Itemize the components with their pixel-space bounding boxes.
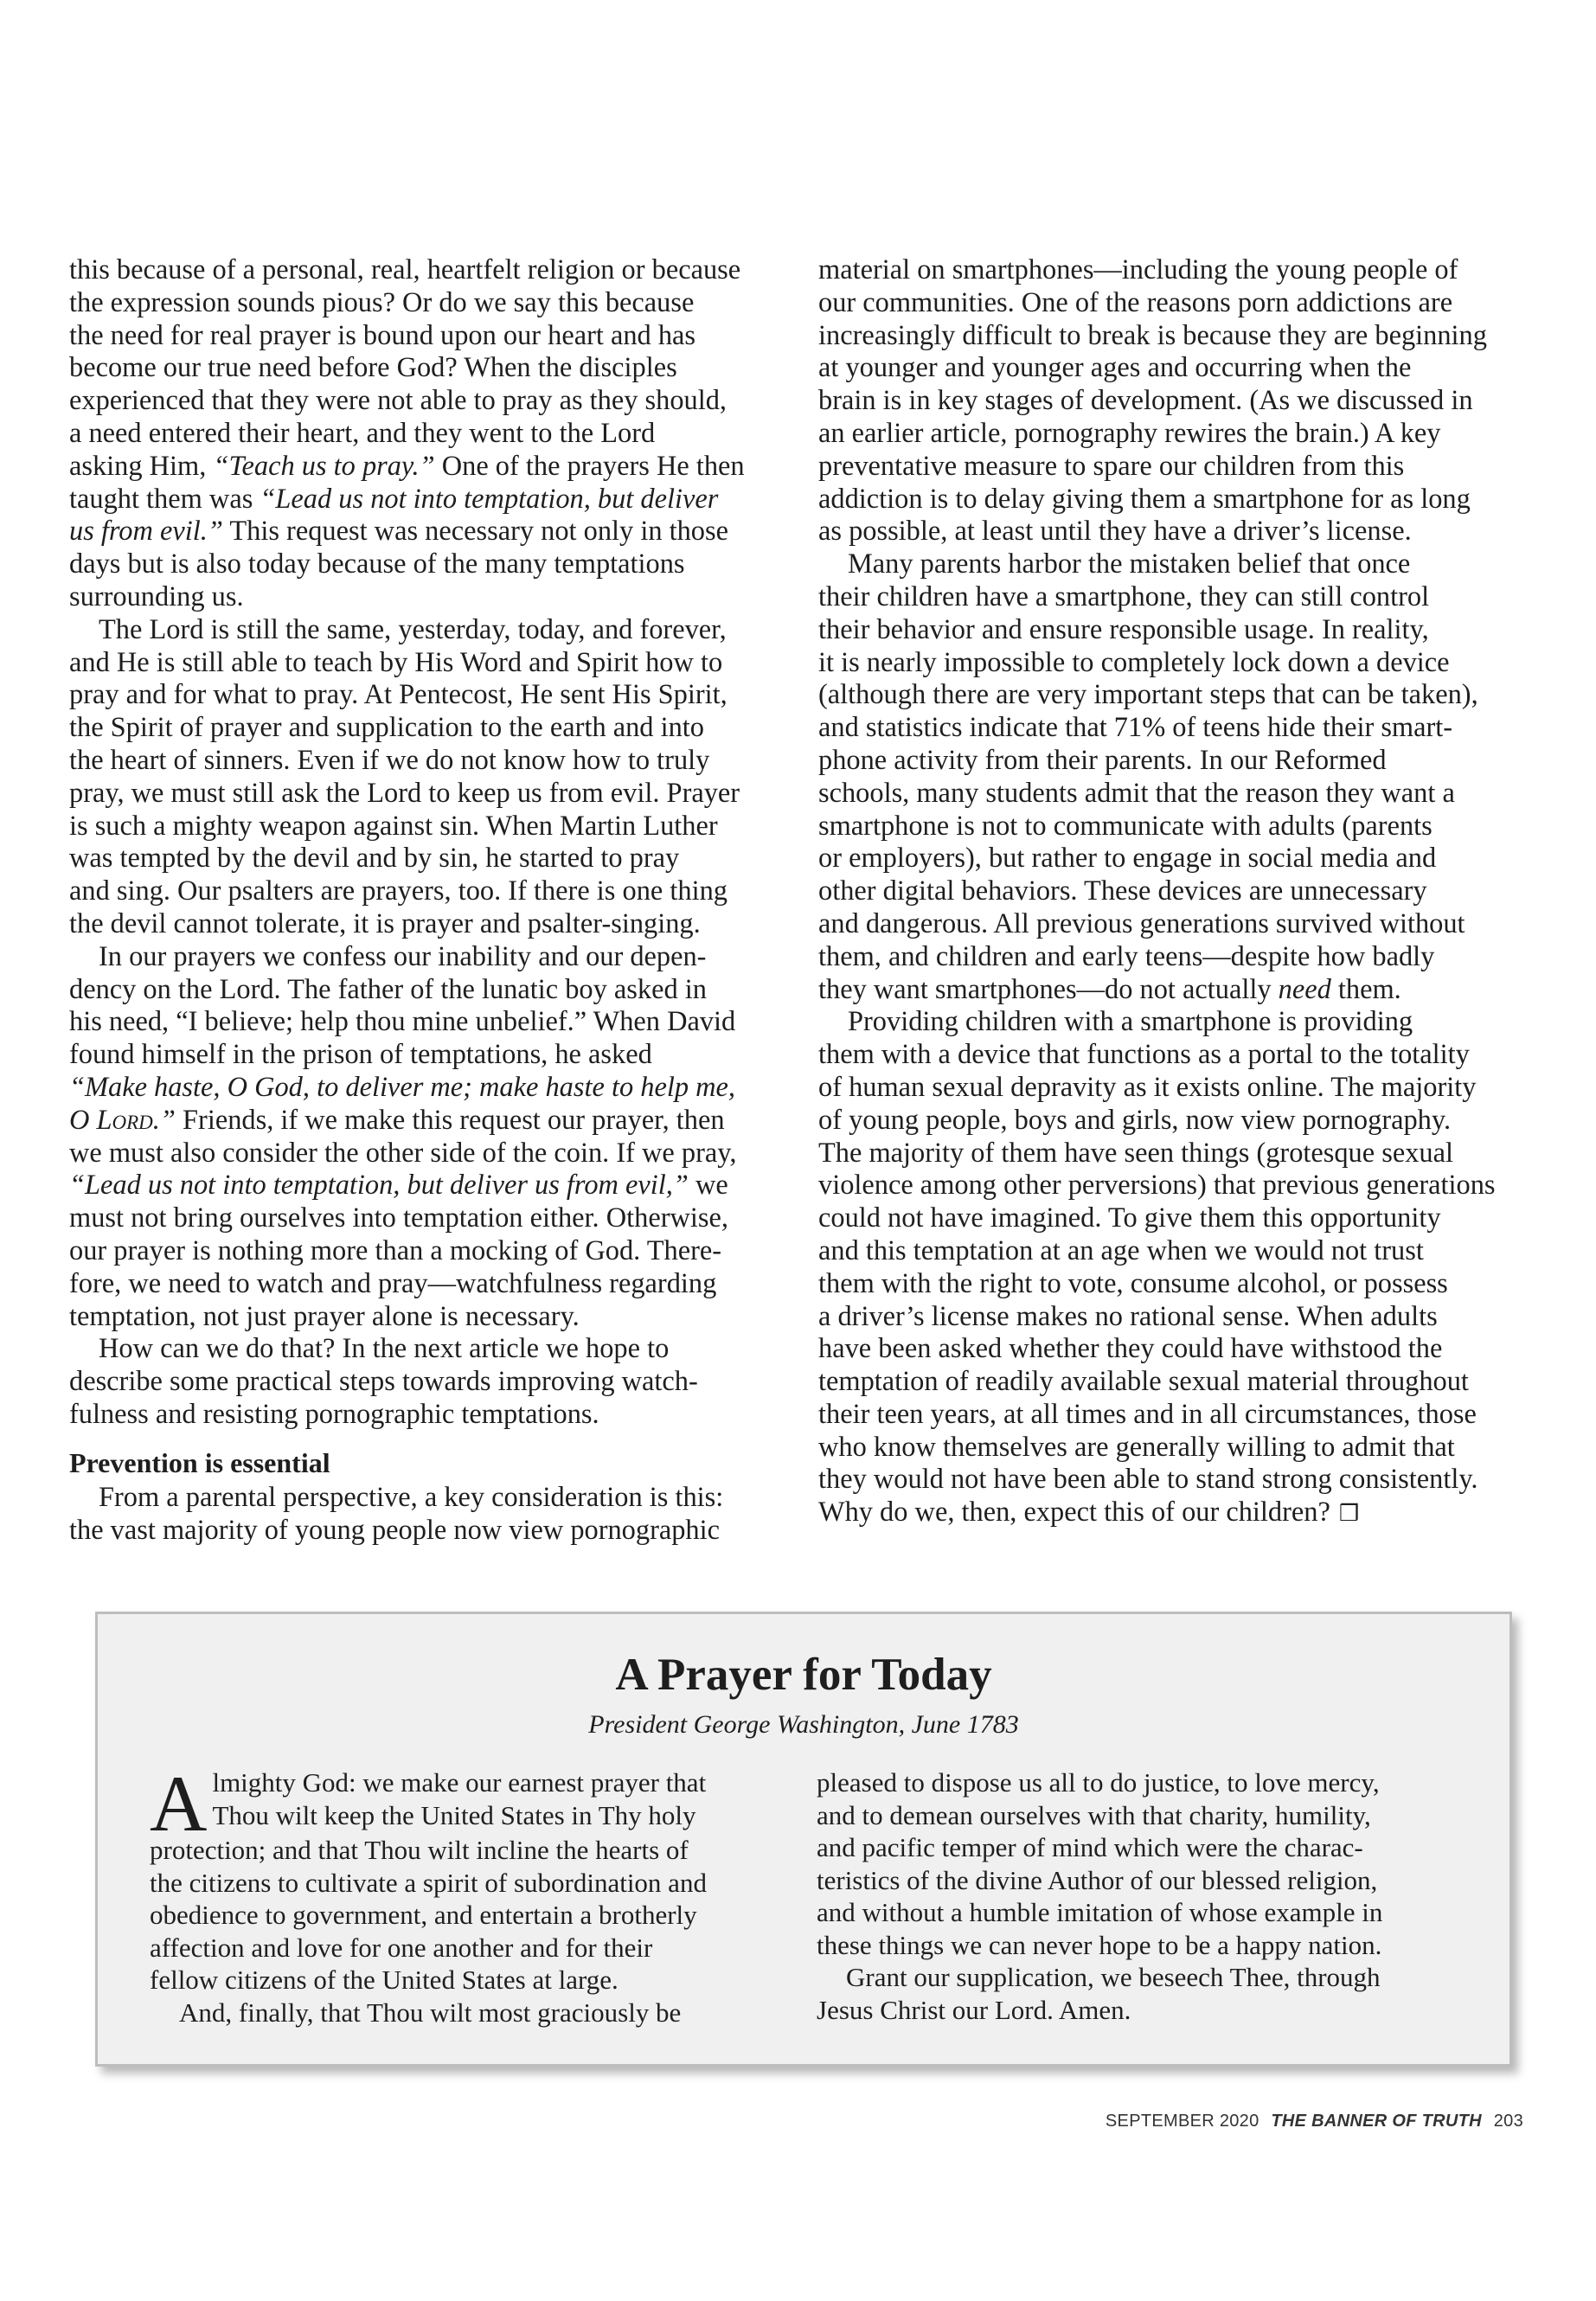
text-line: O Lord.” Friends, if we make this request our prayer, then — [69, 1104, 725, 1136]
text-line: asking Him, “Teach us to pray.” One of the prayers He then — [69, 450, 745, 482]
text-line: must not bring ourselves into temptation either. Otherwise, — [69, 1202, 728, 1234]
text-line: could not have imagined. To give them this opportunity — [818, 1202, 1441, 1234]
text-line: and this temptation at an age when we would not trust — [818, 1234, 1424, 1266]
text-line: smartphone is not to communicate with adults (parents — [818, 810, 1433, 842]
text-line: In our prayers we confess our inability and our depen- — [99, 940, 707, 972]
page-number: 203 — [1493, 2112, 1523, 2131]
article-left-column — [69, 254, 787, 1548]
prayer-title: A Prayer for Today — [615, 1650, 992, 1700]
text-line: phone activity from their parents. In our Reformed — [818, 744, 1387, 776]
text-line: our prayer is nothing more than a mocking of God. There- — [69, 1234, 722, 1266]
text-line: their children have a smartphone, they can still control — [818, 580, 1430, 612]
text-line: fore, we need to watch and pray—watchfulness regarding — [69, 1267, 717, 1299]
text-line: the Spirit of prayer and supplication to the earth and into — [69, 712, 704, 744]
text-line: Grant our supplication, we beseech Thee, through — [846, 1962, 1381, 1992]
text-line: affection and love for one another and for their — [150, 1932, 653, 1963]
text-line: and pacific temper of mind which were the charac- — [817, 1832, 1363, 1862]
text-line: and dangerous. All previous generations survived without — [818, 907, 1465, 939]
text-line: material on smartphones—including the young people of — [818, 254, 1458, 285]
text-line: The Lord is still the same, yesterday, today, and forever, — [99, 613, 727, 645]
text-line: pleased to dispose us all to do justice, to love mercy, — [817, 1767, 1380, 1798]
text-line: a driver’s license makes no rational sense. When adults — [818, 1300, 1438, 1332]
text-line: experienced that they were not able to pray as they should, — [69, 385, 727, 417]
text-line: describe some practical steps towards improving watch- — [69, 1366, 698, 1398]
text-line: and statistics indicate that 71% of teens hide their smart- — [818, 712, 1453, 744]
text-line: and without a humble imitation of whose example in — [817, 1897, 1383, 1927]
text-line: brain is in key stages of development. (As we discussed in — [818, 385, 1473, 417]
text-line: violence among other perversions) that previous generations — [818, 1170, 1496, 1202]
text-line: dency on the Lord. The father of the lunatic boy asked in — [69, 973, 707, 1005]
text-line: the vast majority of young people now view pornographic — [69, 1515, 721, 1547]
prayer-attribution: President George Washington, June 1783 — [588, 1710, 1019, 1739]
text-line: surrounding us. — [69, 580, 244, 612]
text-line: the heart of sinners. Even if we do not know how to truly — [69, 744, 710, 776]
text-line: of young people, boys and girls, now view pornography. — [818, 1104, 1452, 1136]
text-line: them with the right to vote, consume alcohol, or possess — [818, 1267, 1448, 1299]
text-line: increasingly difficult to break is because they are beginning — [818, 319, 1487, 351]
text-line: we must also consider the other side of the coin. If we pray, — [69, 1137, 737, 1169]
text-line: and sing. Our psalters are prayers, too. If there is one thing — [69, 875, 727, 907]
text-line: preventative measure to spare our children from this — [818, 450, 1405, 482]
text-line: is such a mighty weapon against sin. When Martin Luther — [69, 810, 718, 842]
text-line: they want smartphones—do not actually need them. — [818, 973, 1401, 1005]
issue-date: SEPTEMBER 2020 — [1105, 2112, 1259, 2131]
text-line: and He is still able to teach by His Word and Spirit how to — [69, 646, 723, 678]
text-line: this because of a personal, real, heartfelt religion or because — [69, 254, 741, 285]
text-line: fulness and resisting pornographic temptations. — [69, 1398, 599, 1430]
text-line: a need entered their heart, and they went to the Lord — [69, 417, 656, 449]
text-line: How can we do that? In the next article we hope to — [99, 1333, 670, 1365]
text-line: pray, we must still ask the Lord to keep us from evil. Prayer — [69, 777, 740, 809]
text-line: Providing children with a smartphone is providing — [848, 1006, 1413, 1038]
text-line: found himself in the prison of temptations, he asked — [69, 1039, 652, 1071]
text-line: them, and children and early teens—despite how badly — [818, 940, 1435, 972]
text-line: other digital behaviors. These devices are unnecessary — [818, 875, 1427, 907]
prayer-left-column — [150, 1759, 807, 2029]
text-line: schools, many students admit that the reason they want a — [818, 777, 1455, 809]
text-line: or employers), but rather to engage in social media and — [818, 843, 1437, 875]
text-line: the expression sounds pious? Or do we say this because — [69, 286, 695, 318]
text-line: their behavior and ensure responsible usage. In reality, — [818, 613, 1429, 645]
text-line: Thou wilt keep the United States in Thy holy — [212, 1799, 696, 1830]
text-line: “Lead us not into temptation, but deliver us from evil,” we — [69, 1170, 728, 1202]
text-line: the need for real prayer is bound upon our heart and has — [69, 319, 696, 351]
text-line: an earlier article, pornography rewires the brain.) A key — [818, 417, 1441, 449]
text-line: and to demean ourselves with that charity, humility, — [817, 1799, 1371, 1830]
text-line: our communities. One of the reasons porn addictions are — [818, 286, 1453, 318]
text-line: temptation of readily available sexual material throughout — [818, 1366, 1469, 1398]
text-line: have been asked whether they could have withstood the — [818, 1333, 1443, 1365]
text-line: From a parental perspective, a key consideration is this: — [99, 1482, 724, 1514]
text-line: the devil cannot tolerate, it is prayer and psalter-singing. — [69, 907, 701, 939]
text-line: Jesus Christ our Lord. Amen. — [817, 1994, 1131, 2025]
end-of-article-mark-icon: ❒ — [1338, 1501, 1360, 1528]
article-right-column — [818, 254, 1536, 1531]
text-line: his need, “I believe; help thou mine unbelief.” When David — [69, 1006, 736, 1038]
prayer-sidebar-box — [95, 1612, 1512, 2067]
prayer-right-column — [817, 1766, 1491, 2026]
text-line: us from evil.” This request was necessary not only in those — [69, 516, 728, 548]
text-line: these things we can never hope to be a happy nation. — [817, 1929, 1382, 1960]
text-line: fellow citizens of the United States at large. — [150, 1965, 619, 1995]
text-line: obedience to government, and entertain a brotherly — [150, 1900, 697, 1930]
text-line: their teen years, at all times and in all circumstances, those — [818, 1398, 1477, 1430]
text-line: who know themselves are generally willing to admit that — [818, 1431, 1455, 1463]
magazine-title: THE BANNER OF TRUTH — [1271, 2112, 1482, 2131]
text-line: teristics of the divine Author of our blessed religion, — [817, 1864, 1378, 1895]
text-line: become our true need before God? When the disciples — [69, 352, 677, 384]
text-line: pray and for what to pray. At Pentecost, He sent His Spirit, — [69, 679, 727, 711]
text-line: temptation, not just prayer alone is necessary. — [69, 1300, 580, 1332]
text-line: The majority of them have seen things (grotesque sexual — [818, 1137, 1453, 1169]
text-line: (although there are very important steps that can be taken), — [818, 679, 1478, 711]
text-line: taught them was “Lead us not into temptation, but deliver — [69, 483, 719, 515]
text-line: they would not have been able to stand strong consistently. — [818, 1464, 1478, 1496]
text-line: days but is also today because of the many temptations — [69, 548, 685, 580]
text-line: protection; and that Thou wilt incline the hearts of — [150, 1835, 689, 1865]
text-line: it is nearly impossible to completely lock down a device — [818, 646, 1450, 678]
text-line: Many parents harbor the mistaken belief that once — [848, 548, 1411, 580]
page-footer — [1106, 2112, 1523, 2131]
text-line: as possible, at least until they have a driver’s license. — [818, 516, 1412, 548]
text-line: Why do we, then, expect this of our children? ❒ — [818, 1497, 1360, 1529]
text-line: them with a device that functions as a portal to the totality — [818, 1039, 1470, 1071]
text-line: of human sexual depravity as it exists online. The majority — [818, 1071, 1477, 1103]
text-line: “Make haste, O God, to deliver me; make haste to help me, — [69, 1071, 735, 1103]
text-line: was tempted by the devil and by sin, he started to pray — [69, 843, 680, 875]
text-line: addiction is to delay giving them a smartphone for as long — [818, 483, 1471, 515]
text-line: the citizens to cultivate a spirit of subordination and — [150, 1867, 707, 1898]
drop-cap: A — [150, 1759, 208, 1848]
text-line: lmighty God: we make our earnest prayer that — [212, 1767, 707, 1798]
section-heading: Prevention is essential — [69, 1446, 330, 1478]
text-line: And, finally, that Thou wilt most graciously be — [179, 1997, 682, 2028]
text-line: at younger and younger ages and occurring when the — [818, 352, 1412, 384]
